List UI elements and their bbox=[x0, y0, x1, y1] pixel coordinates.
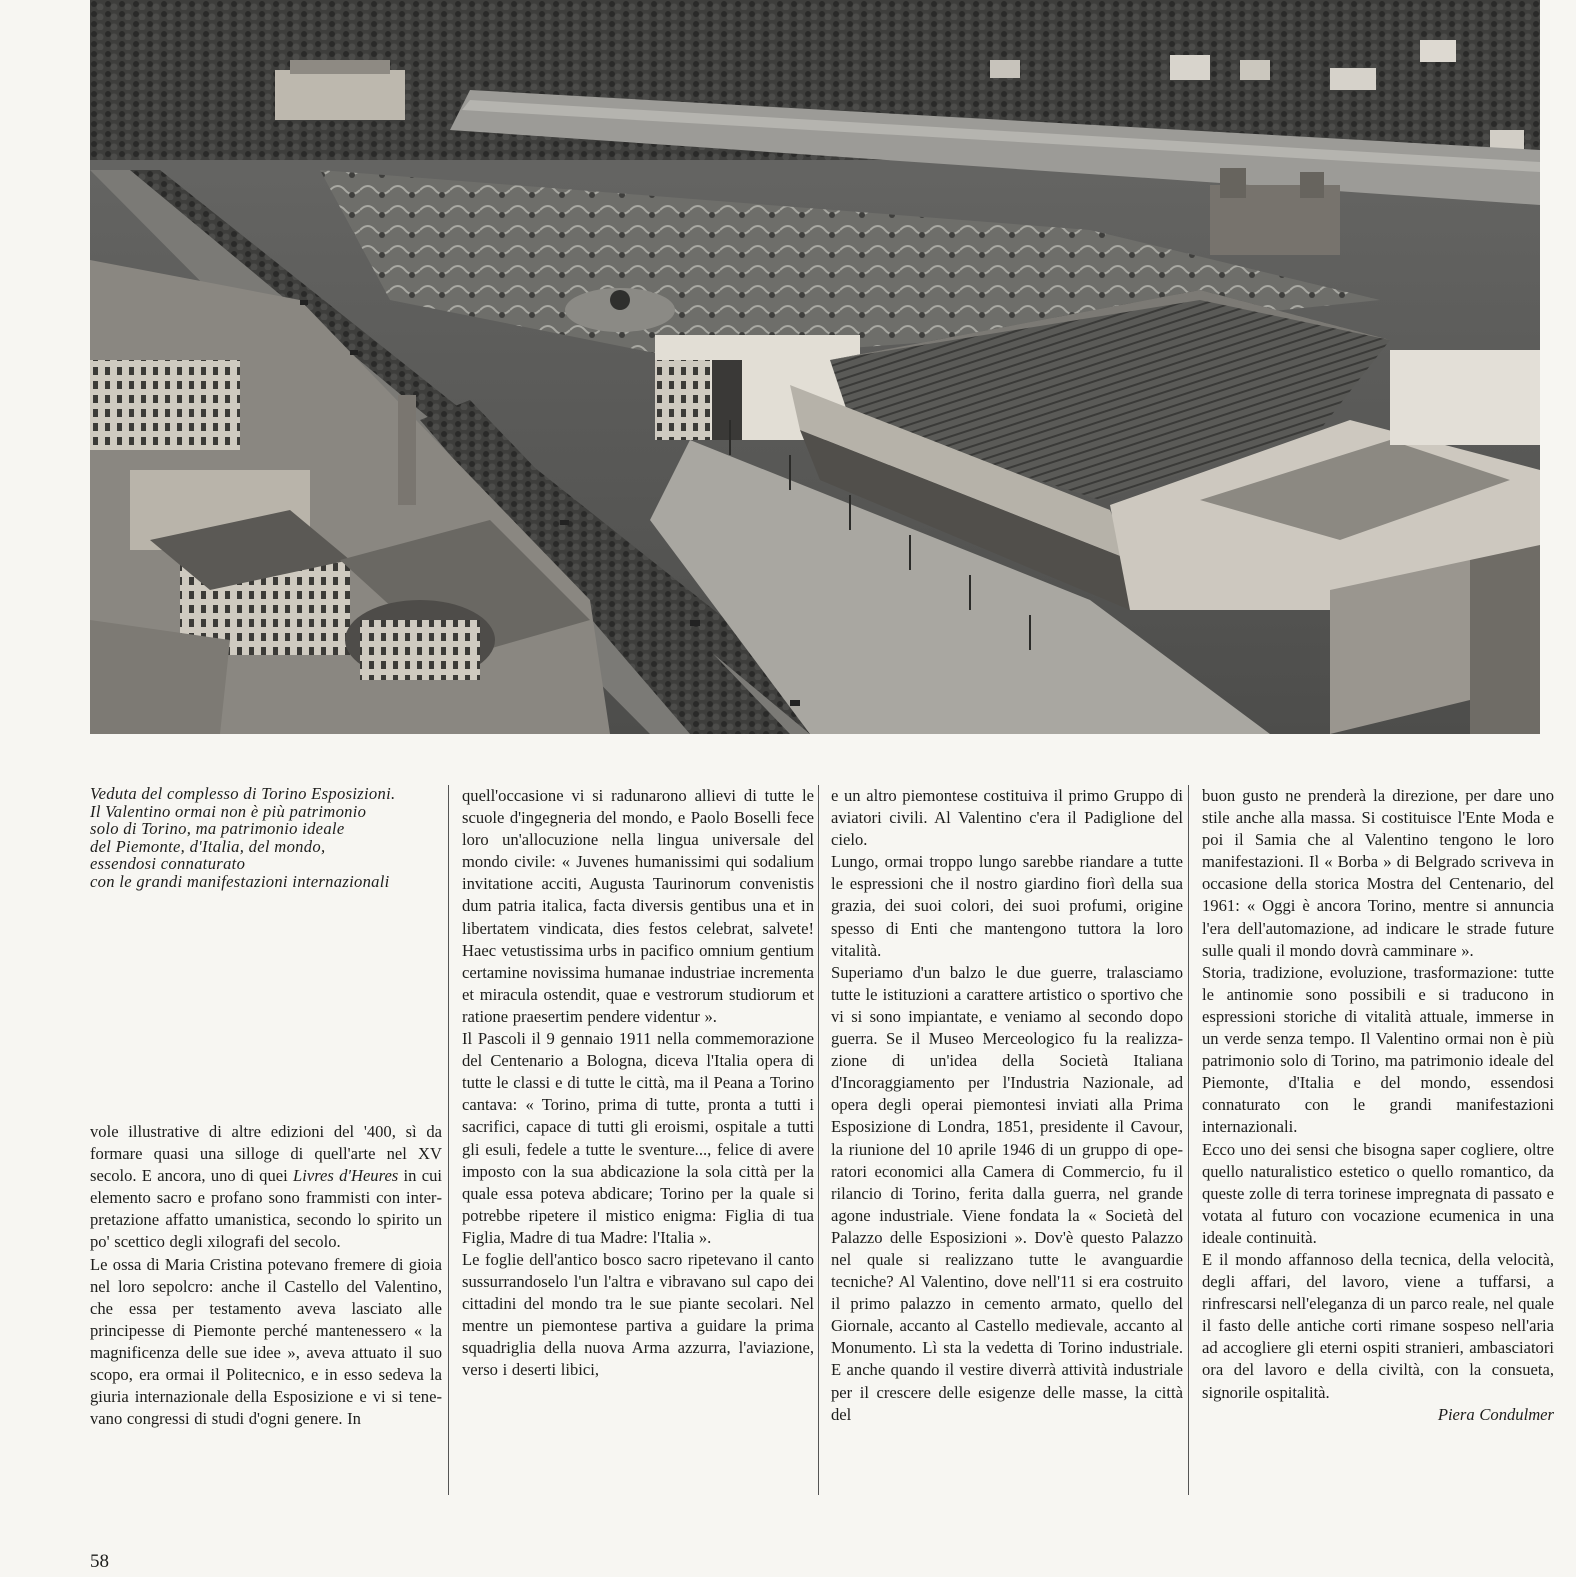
text-run: in cui elemento sacro e profano sono frammisti con interpretazione affatto umanistica, secondo lo spirito un po' scettico degli xilografi del secolo. bbox=[90, 1166, 442, 1252]
text-run: vole illustrative di altre edizioni del '400, sì da formare quasi una silloge di quell'arte nel XV secolo. E ancora, uno di quei bbox=[90, 1122, 442, 1186]
caption-line: con le grandi manifestazioni internazionali bbox=[90, 871, 390, 891]
paragraph: quell'occasione vi si radunarono allievi di tutte le scuole d'ingegneria del mondo, e Paolo Boselli fece loro un'allocuzione nella lingua universale del mondo civile: « Juvenes humanissimi qui sodalium invitatione acciti, Augusta Taurinorum convenistis dum patria italica, facta diversis gentibus una et in libertatem vindicata, dies festos celebrat, salvete! Haec vetustissima urbs in pacifico omnium gentium certamine novissima humanae industriae incrementa et miracula ostendit, quae e vestrorum studiorum et ratione praesertim pendere videntur ». bbox=[462, 786, 814, 1026]
text-column-4 bbox=[1202, 785, 1554, 1426]
caption-line: Veduta del complesso di Torino Esposizioni. bbox=[90, 784, 396, 803]
caption-line: del Piemonte, d'Italia, del mondo, bbox=[90, 836, 326, 856]
text-column-2 bbox=[462, 785, 814, 1382]
column-rule bbox=[1188, 785, 1189, 1495]
paragraph: Le foglie dell'antico bosco sacro ripetevano il canto sussurrandoselo l'un l'altra e vibravano sul capo dei cittadini del mondo tra le sue piante secolari. Nel mentre un piemontese partiva a guidare la prima squadriglia della nuova Arma azzurra, l'aviazione, verso i deserti libici, bbox=[462, 1249, 814, 1380]
paragraph: Superiamo d'un balzo le due guerre, tralasciamo tutte le istituzioni a carattere artistico o sportivo che vi si sono impiantate, e veniamo al secondo dopo guerra. Se il Museo Merceologico fu la realizzazione di un'idea della Società Italiana d'Incoraggiamento per l'Industria Nazionale, ad opera degli operai piemontesi inviati alla Prima Esposizione di Londra, 1851, presidente il Cavour, la riunione del 10 aprile 1946 di un gruppo di operatori economici alla Camera di Commercio, fu il rilancio di Torino, ferita dalla guerra, nel grande agone industriale. Viene fondata la « Società del Palazzo delle Esposizioni ». Dov'è questo Palazzo nel quale si realizzano tutte le avanguardie tecniche? Al Valentino, dove nell'11 si era costruito il primo palazzo in cemento armato, quello del Giornale, accanto al Castello medievale, accanto al Monumento. Lì sta la vedetta di Torino industriale. E anche quando il vestire diverrà attività industriale per il crescere delle esigenze delle masse, la città del bbox=[831, 962, 1183, 1424]
paragraph: Lungo, ormai troppo lungo sarebbe riandare a tutte le espressioni che il nostro giardino fiorì della sua grazia, dei suoi colori, dei suoi profumi, origine spesso di Enti che mantengono tuttora la loro vitalità. bbox=[831, 852, 1183, 960]
text-column-1 bbox=[90, 1121, 442, 1430]
paragraph: Ecco uno dei sensi che bisogna saper cogliere, oltre quello naturalistico estetico o quello romantico, da queste zolle di terra torinese impregnata di passato e votata al futuro con vocazione ecumenica in una ideale continuità. bbox=[1202, 1139, 1554, 1247]
aerial-photo bbox=[90, 0, 1540, 734]
paragraph: buon gusto ne prenderà la direzione, per dare uno stile anche alla massa. Si costituisce l'Ente Moda e poi il Samia che al Valentino tengono le loro manifestazioni. Il « Borba » di Belgrado scriveva in occasione della storica Mostra del Centenario, del 1961: « Oggi è ancora Torino, mentre si annuncia l'era dell'automazione, ad indicare le strade future sulle quali il mondo dovrà camminare ». bbox=[1202, 786, 1554, 960]
caption-line: Il Valentino ormai non è più patrimonio bbox=[90, 801, 367, 821]
aerial-photo-drawing bbox=[90, 0, 1540, 734]
text-column-3 bbox=[831, 785, 1183, 1426]
column-rule bbox=[818, 785, 819, 1495]
column-rule bbox=[448, 785, 449, 1495]
page-number: 58 bbox=[90, 1551, 109, 1572]
paragraph: e un altro piemontese costituiva il primo Gruppo di aviatori civili. Al Valentino c'era il Padiglione del cielo. bbox=[831, 786, 1183, 850]
paragraph: Le ossa di Maria Cristina potevano fremere di gioia nel loro sepolcro: anche il Castello del Valentino, che essa per testamento aveva lasciato alle principesse di Piemonte perché mantenessero « la magnificenza delle sue idee », aveva attuato il suo scopo, era ormai il Politecnico, e in esso sedeva la giuria internazionale della Esposizione e vi si tenevano congressi di studi d'ogni genere. In bbox=[90, 1254, 442, 1429]
photo-caption bbox=[90, 785, 440, 891]
author-signature: Piera Condulmer bbox=[1437, 1404, 1554, 1424]
paragraph: Storia, tradizione, evoluzione, trasformazione: tutte le antinomie sono possibili e si traducono in espressioni storiche di vitalità attuale, immerse in un verde senza tempo. Il Valentino ormai non è più patrimonio solo di Torino, ma patrimonio ideale del Piemonte, d'Italia e del mondo, essendosi connaturato con le grandi manifestazioni internazionali. bbox=[1202, 962, 1554, 1137]
caption-line: solo di Torino, ma patrimonio ideale bbox=[90, 819, 345, 839]
paragraph: Il Pascoli il 9 gennaio 1911 nella commemorazione del Centenario a Bologna, diceva l'Italia opera di tutte le classi e di tutte le città, ma il Peana a Torino cantava: « Torino, prima di tutte, pronta a tutti i sacrifici, capace di tutti gli eroismi, ospitale a tutti gli esuli, fedele a tutte le sventure..., felice di avere imposto con la sua abdicazione la sola città per la quale essa poteva abdicare; Torino per la quale si potrebbe ripetere il mistico enigma: Figlia di tua Figlia, Madre di tua Madre: l'Italia ». bbox=[462, 1029, 814, 1247]
book-title: Livres d'Heures bbox=[292, 1166, 399, 1186]
paragraph bbox=[90, 1121, 442, 1254]
paragraph: E il mondo affannoso della tecnica, della velocità, degli affari, del lavoro, viene a tuffarsi, a rinfrescarsi nell'eleganza di un parco reale, nel quale il fasto delle antiche corti rimane sospeso nell'aria ad accogliere gli eterni ospiti stranieri, ambasciatori ora del lavoro e della civiltà, con la consueta, signorile ospitalità. bbox=[1202, 1249, 1555, 1402]
caption-line: essendosi connaturato bbox=[90, 854, 246, 874]
